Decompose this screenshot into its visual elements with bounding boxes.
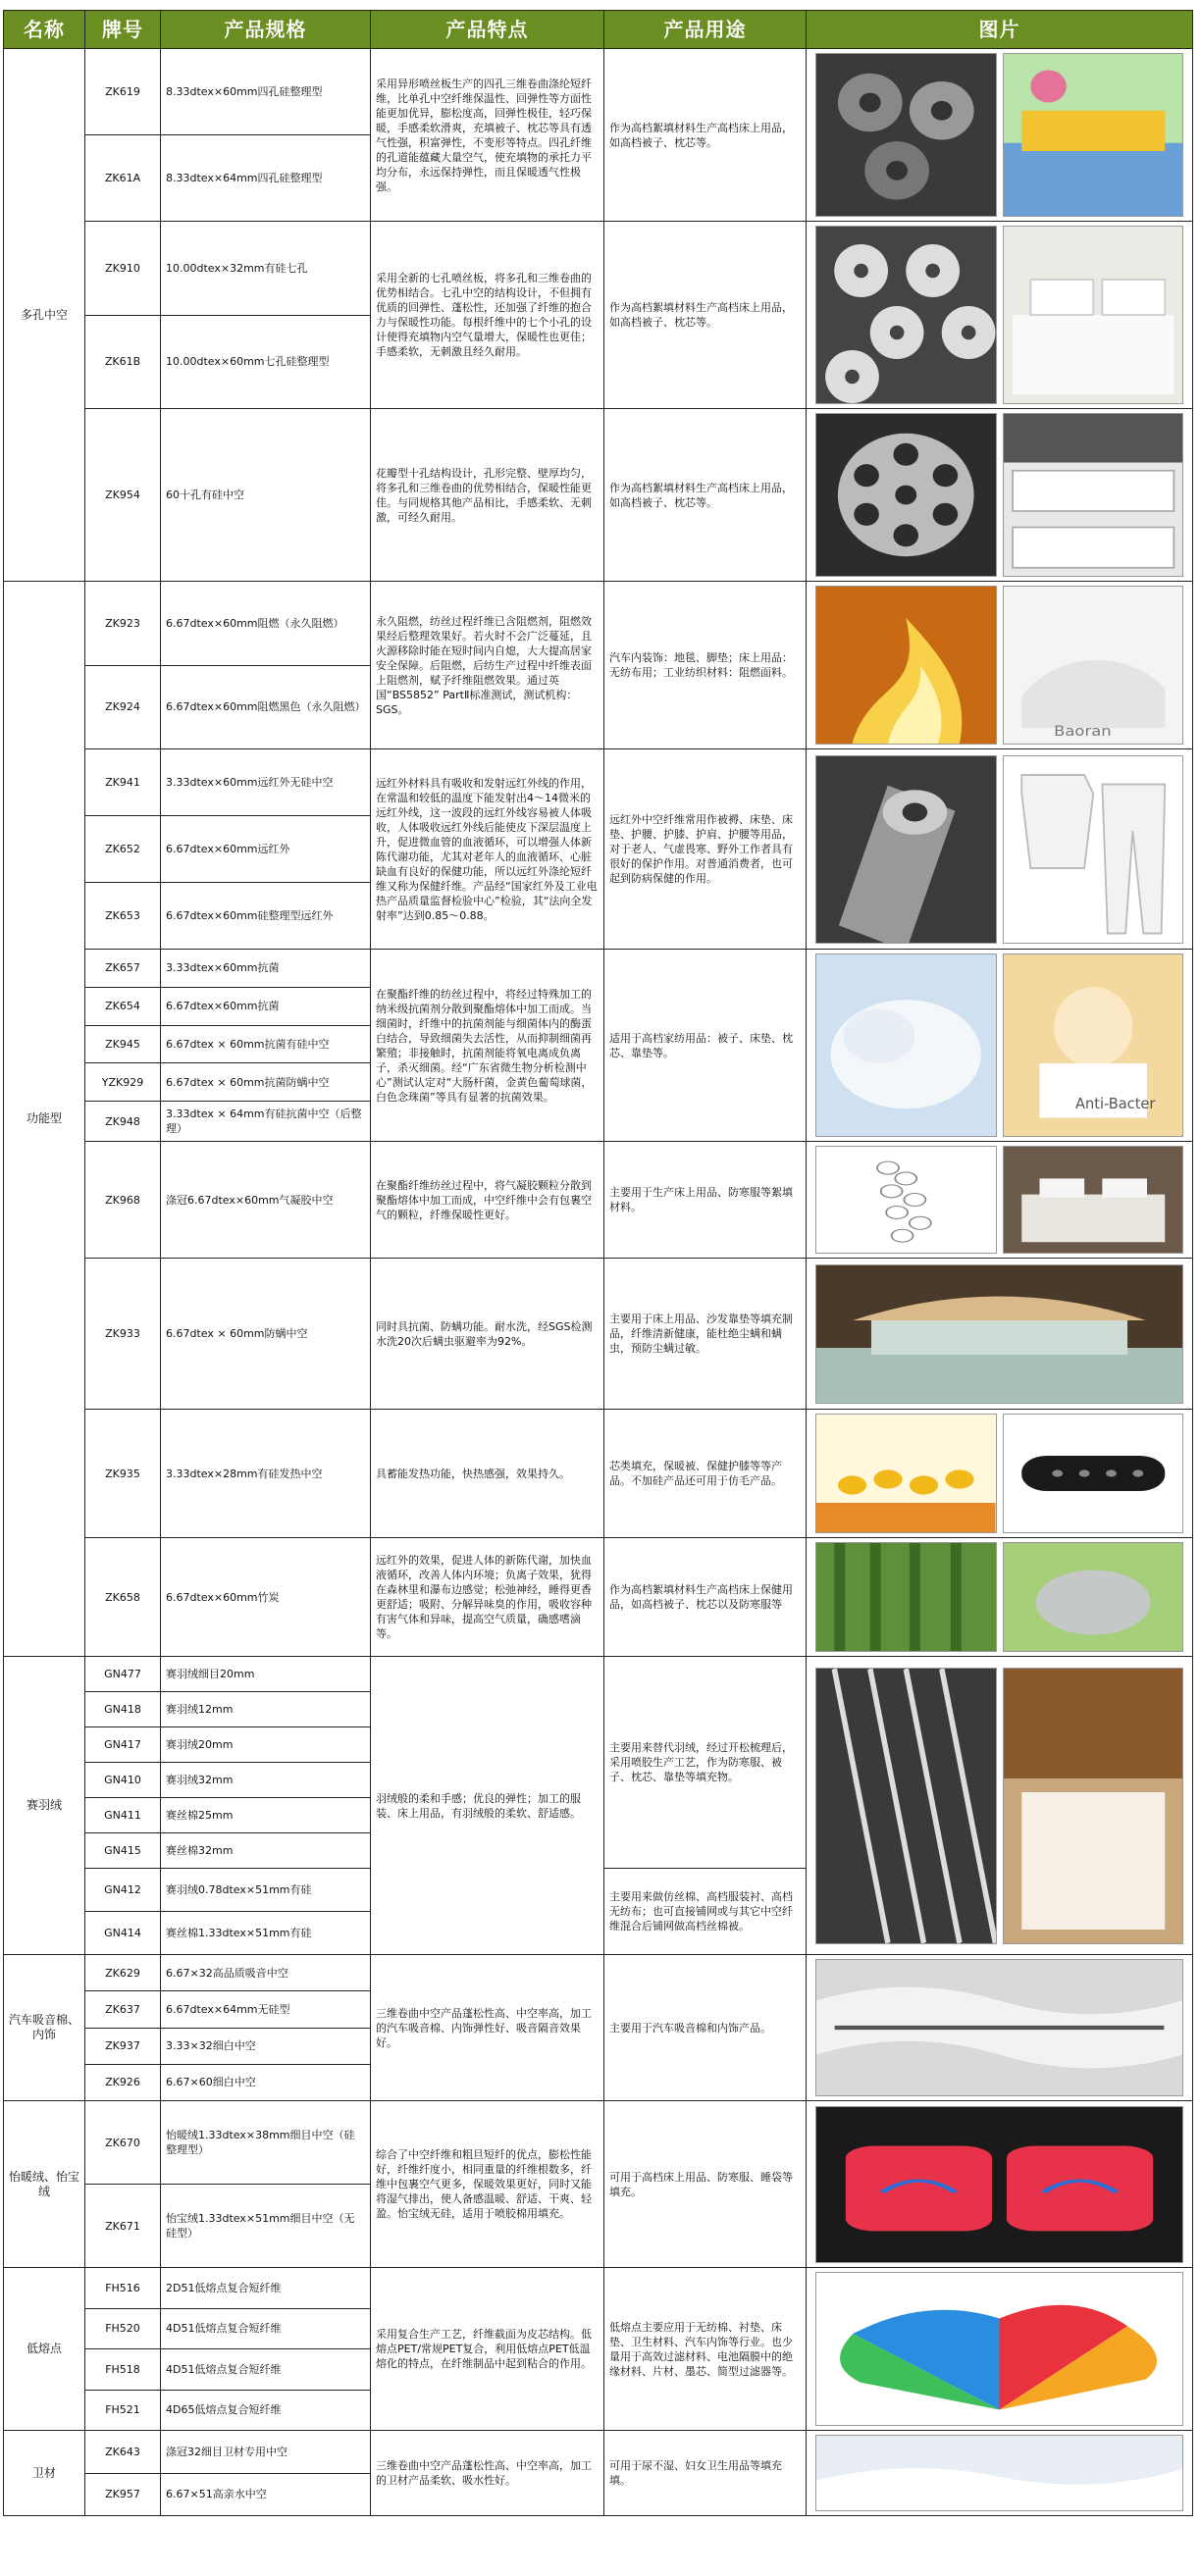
- product-code: ZK61B: [85, 315, 161, 409]
- product-images: [807, 1955, 1193, 2101]
- baoran-watermark: Baoran: [1053, 722, 1112, 740]
- header-images: 图片: [807, 11, 1193, 49]
- product-features: 采用全新的七孔喷丝板，将多孔和三维卷曲的优势相结合。七孔中空的结构设计，不但拥有优质的回弹性、蓬松性，还加强了纤维的抱合力与保暖性功能。每根纤维中的七个小孔的设计使得充填物内空气量增大，保暖性也更佳；手感柔软，无刺激且经久耐用。: [371, 222, 604, 409]
- product-spec: 4D65低熔点复合短纤维: [161, 2390, 371, 2431]
- seven-hole-fiber-image: [815, 226, 997, 404]
- fine-fiber-image: [815, 1668, 997, 1944]
- product-spec: 2D51低熔点复合短纤维: [161, 2268, 371, 2309]
- product-code: FH516: [85, 2268, 161, 2309]
- product-features: 采用复合生产工艺，纤维截面为皮芯结构。低熔点PET/常规PET复合，利用低熔点PET低温熔化的特点，在纤维制品中起到粘合的作用。: [371, 2268, 604, 2431]
- category-name: 低熔点: [4, 2268, 85, 2431]
- product-spec: 涤冠6.67dtex×60mm气凝胶中空: [161, 1142, 371, 1259]
- table-row: [4, 2101, 1193, 2185]
- bamboo-forest-image: [815, 1542, 997, 1652]
- product-uses: 适用于高档家纺用品：被子、床垫、枕芯、靠垫等。: [604, 950, 807, 1142]
- table-row: [4, 1538, 1193, 1657]
- product-images: [807, 409, 1193, 582]
- anti-bacteria-label: Anti-Bacter: [1074, 1096, 1155, 1113]
- header-features: 产品特点: [371, 11, 604, 49]
- product-images: [807, 2268, 1193, 2431]
- product-code: ZK637: [85, 1991, 161, 2028]
- product-code: ZK948: [85, 1102, 161, 1142]
- product-spec: 4D51低熔点复合短纤维: [161, 2308, 371, 2349]
- product-code: ZK910: [85, 222, 161, 316]
- category-name: 卫材: [4, 2431, 85, 2516]
- fabric-roll-image: [1003, 586, 1184, 745]
- product-spec: 3.33dtex×28mm有硅发热中空: [161, 1410, 371, 1538]
- product-spec: 6.67dtex × 60mm抗菌有硅中空: [161, 1025, 371, 1063]
- product-spec: 3.33dtex × 64mm有硅抗菌中空（后整理）: [161, 1102, 371, 1142]
- product-features: 三维卷曲中空产品蓬松性高、中空率高，加工的卫材产品柔软、吸水性好。: [371, 2431, 604, 2516]
- table-row: [4, 749, 1193, 816]
- product-uses: 可用于尿不湿、妇女卫生用品等填充填。: [604, 2431, 807, 2516]
- product-spec: 3.33dtex×60mm抗菌: [161, 950, 371, 988]
- table-row: [4, 2268, 1193, 2309]
- product-uses: 主要用来做仿丝棉、高档服装衬、高档无纺布；也可直接铺网或与其它中空纤维混合后铺网做高档丝棉被。: [604, 1869, 807, 1955]
- category-name: 赛羽绒: [4, 1657, 85, 1955]
- product-code: GN412: [85, 1869, 161, 1912]
- product-code: ZK957: [85, 2473, 161, 2516]
- product-code: ZK941: [85, 749, 161, 816]
- product-spec: 6.67×51高亲水中空: [161, 2473, 371, 2516]
- product-code: GN477: [85, 1657, 161, 1692]
- product-images: [807, 2431, 1193, 2516]
- luxury-bed-image: [815, 1264, 1183, 1404]
- product-code: ZK654: [85, 987, 161, 1025]
- product-code: GN415: [85, 1833, 161, 1869]
- heating-belt-image: [1003, 1414, 1184, 1533]
- product-spec: 6.67×32高品质吸音中空: [161, 1955, 371, 1991]
- product-images: [807, 1657, 1193, 1955]
- product-code: ZK926: [85, 2064, 161, 2100]
- table-row: [4, 49, 1193, 135]
- product-uses: 作为高档絮填材料生产高档床上用品，如高档被子、枕芯等。: [604, 222, 807, 409]
- table-row: [4, 1259, 1193, 1410]
- table-row: [4, 582, 1193, 666]
- bedding-bundle-image: [815, 953, 997, 1137]
- product-code: ZK670: [85, 2101, 161, 2185]
- product-images: [807, 222, 1193, 409]
- product-spec: 6.67dtex×60mm抗菌: [161, 987, 371, 1025]
- product-code: GN414: [85, 1912, 161, 1955]
- product-uses: 作为高档絮填材料生产高档床上用品，如高档被子、枕芯等。: [604, 49, 807, 222]
- product-code: ZK968: [85, 1142, 161, 1259]
- product-spec: 6.67dtex × 60mm防螨中空: [161, 1259, 371, 1410]
- product-features: 花瓣型十孔结构设计，孔形完整、壁厚均匀，将多孔和三维卷曲的优势相结合，保暖性能更佳。与同规格其他产品相比，手感柔软、无刺激，可经久耐用。: [371, 409, 604, 582]
- product-uses: 低熔点主要应用于无纺棉、衬垫、床垫、卫生材料、汽车内饰等行业。也少量用于高效过滤材料、电池隔膜中的绝缘材料、片材、墨芯、简型过滤器等。: [604, 2268, 807, 2431]
- product-code: GN418: [85, 1692, 161, 1727]
- hotel-bedding-image: [1003, 413, 1184, 577]
- category-name: 功能型: [4, 582, 85, 1657]
- product-spec: 6.67dtex×64mm无硅型: [161, 1991, 371, 2028]
- product-code: ZK652: [85, 816, 161, 883]
- category-name: 汽车吸音棉、内饰: [4, 1955, 85, 2101]
- product-code: ZK61A: [85, 135, 161, 222]
- table-row: [4, 1955, 1193, 1991]
- colorful-fan-image: [815, 2272, 1183, 2426]
- aerogel-structure-image: [815, 1146, 997, 1254]
- product-features: 永久阻燃，纺丝过程纤维已含阻燃剂，阻燃效果经后整理效果好。若火时不会广泛蔓延，且火源移除时能在短时间内自熄，大大提高居家安全保障。后阻燃，后纺生产过程中纤维表面上阻燃剂，赋予纤维阻燃效果。通过英国“BS5852” PartⅡ标准测试，测试机构：SGS。: [371, 582, 604, 749]
- header-uses: 产品用途: [604, 11, 807, 49]
- product-spec: 赛羽绒20mm: [161, 1727, 371, 1763]
- product-code: FH521: [85, 2390, 161, 2431]
- product-spec: 赛羽绒0.78dtex×51mm有硅: [161, 1869, 371, 1912]
- product-table: [3, 10, 1193, 2516]
- product-spec: 6.67dtex×60mm阻燃黑色（永久阻燃）: [161, 665, 371, 749]
- product-code: ZK935: [85, 1410, 161, 1538]
- category-name: 怡暖绒、怡宝绒: [4, 2101, 85, 2268]
- product-code: YZK929: [85, 1063, 161, 1102]
- product-spec: 怡暖绒1.33dtex×38mm细目中空（硅整理型）: [161, 2101, 371, 2185]
- product-spec: 6.67dtex×60mm阻燃（永久阻燃）: [161, 582, 371, 666]
- anti-bacteria-model-image: [1003, 953, 1184, 1137]
- product-spec: 6.67dtex×60mm硅整理型远红外: [161, 883, 371, 950]
- product-code: GN410: [85, 1763, 161, 1798]
- table-row: [4, 2431, 1193, 2474]
- product-features: 在聚酯纤维纺丝过程中，将气凝胶颗粒分散到聚酯熔体中加工而成，中空纤维中会有包裹空气的颗粒，纤维保暖性更好。: [371, 1142, 604, 1259]
- product-spec: 10.00dtex×32mm有硅七孔: [161, 222, 371, 316]
- product-images: [807, 1538, 1193, 1657]
- table-row: [4, 409, 1193, 582]
- product-code: GN411: [85, 1798, 161, 1833]
- product-spec: 60十孔有硅中空: [161, 409, 371, 582]
- product-spec: 6.67dtex×60mm竹炭: [161, 1538, 371, 1657]
- product-images: [807, 582, 1193, 749]
- product-code: ZK671: [85, 2185, 161, 2268]
- product-code: ZK937: [85, 2028, 161, 2064]
- product-uses: 主要用于床上用品、沙发靠垫等填充制品，纤维清新健康，能杜绝尘螨和螨虫，预防尘螨过敏。: [604, 1259, 807, 1410]
- sound-insulation-image: [815, 1959, 1183, 2096]
- product-code: FH520: [85, 2308, 161, 2349]
- product-features: 具蓄能发热功能，快热感强，效果持久。: [371, 1410, 604, 1538]
- product-images: [807, 2101, 1193, 2268]
- product-features: 在聚酯纤维的纺丝过程中，将经过特殊加工的纳米级抗菌剂分散到聚酯熔体中加工而成。当细菌时，纤维中的抗菌剂能与细菌体内的酶蛋白结合，导致细菌失去活性，从而抑制细菌再繁殖；非接触时，抗菌剂能将氧电离成负离子，杀灭细菌。经“广东省微生物分析检测中心”测试认定对“大肠杆菌，金黄色葡萄球菌，白色念珠菌”等具有显著的抗菌效果。: [371, 950, 604, 1142]
- product-uses: 主要用来替代羽绒，经过开松梳理后，采用喷胶生产工艺，作为防寒服、被子、枕芯、靠垫等填充物。: [604, 1657, 807, 1869]
- fiber-wool-image: [815, 2435, 1183, 2511]
- product-images: [807, 1410, 1193, 1538]
- product-code: ZK657: [85, 950, 161, 988]
- product-spec: 赛羽绒12mm: [161, 1692, 371, 1727]
- flame-image: [815, 586, 997, 745]
- product-spec: 6.67dtex × 60mm抗菌防螨中空: [161, 1063, 371, 1102]
- product-code: ZK619: [85, 49, 161, 135]
- product-code: ZK629: [85, 1955, 161, 1991]
- product-spec: 3.33dtex×60mm远红外无硅中空: [161, 749, 371, 816]
- product-images: [807, 1142, 1193, 1259]
- table-row: [4, 222, 1193, 316]
- product-spec: 3.33×32细白中空: [161, 2028, 371, 2064]
- table-row: [4, 1410, 1193, 1538]
- product-uses: 可用于高档床上用品、防寒服、睡袋等填充。: [604, 2101, 807, 2268]
- fiber-micrograph-image: [815, 53, 997, 217]
- product-code: ZK933: [85, 1259, 161, 1410]
- category-name: 多孔中空: [4, 49, 85, 582]
- product-code: ZK924: [85, 665, 161, 749]
- product-uses: 远红外中空纤维常用作被褥、床垫、床垫、护腰、护膝、护肩、护腰等用品，对于老人、气虚畏寒、野外工作者具有很好的保护作用。对普通消费者，也可起到防病保健的作用。: [604, 749, 807, 950]
- bedroom-duvet-image: [1003, 1146, 1184, 1254]
- product-images: [807, 49, 1193, 222]
- bed-with-duvet-image: [1003, 1668, 1184, 1944]
- product-code: ZK643: [85, 2431, 161, 2474]
- table-row: [4, 950, 1193, 988]
- product-features: 远红外材料具有吸收和发射远红外线的作用，在常温和较低的温度下能发射出4～14微米的远红外线，这一波段的远红外线容易被人体吸收，人体吸收远红外线后能使皮下深层温度上升，促进微血管的血液循环，可以增强人体新陈代谢功能，尤其对老年人的血液循环、心脏缺血有良好的保健功能，所以远红外涤纶短纤维又称为保健纤维。产品经“国家红外及工业电热产品质量监督检验中心”检验，其“法向全发射率”达到0.85～0.88。: [371, 749, 604, 950]
- product-features: 同时具抗菌、防螨功能。耐水洗，经SGS检测水洗20次后螨虫驱避率为92%。: [371, 1259, 604, 1410]
- product-features: 三维卷曲中空产品蓬松性高、中空率高，加工的汽车吸音棉、内饰弹性好、吸音隔音效果好。: [371, 1955, 604, 2101]
- product-code: ZK954: [85, 409, 161, 582]
- product-spec: 赛羽绒32mm: [161, 1763, 371, 1798]
- ten-hole-fiber-image: [815, 413, 997, 577]
- product-uses: 主要用于生产床上用品、防寒服等絮填材料。: [604, 1142, 807, 1259]
- product-code: FH518: [85, 2349, 161, 2391]
- header-code: 牌号: [85, 11, 161, 49]
- product-spec: 8.33dtex×64mm四孔硅整理型: [161, 135, 371, 222]
- product-features: 综合了中空纤维和粗旦短纤的优点，膨松性能好，纤维纤度小，相同重量的纤维根数多，纤维中包裹空气更多，保暖效果更好，同时又能将湿气排出，使人备感温暖、舒适、干爽、轻盈。怡宝绒无硅，适用于喷胶棉用填充。: [371, 2101, 604, 2268]
- product-spec: 4D51低熔点复合短纤维: [161, 2349, 371, 2391]
- product-spec: 6.67×60细白中空: [161, 2064, 371, 2100]
- product-images: [807, 749, 1193, 950]
- product-uses: 芯类填充，保暖被、保健护膝等等产品。不加硅产品还可用于仿毛产品。: [604, 1410, 807, 1538]
- product-uses: 汽车内装饰：地毯、脚垫；床上用品：无纺布用；工业纺织材料：阻燃面料。: [604, 582, 807, 749]
- bamboo-fiber-image: [1003, 1542, 1184, 1652]
- product-code: ZK658: [85, 1538, 161, 1657]
- product-spec: 涤冠32细目卫材专用中空: [161, 2431, 371, 2474]
- heating-diagram-image: [815, 1414, 997, 1533]
- product-code: ZK923: [85, 582, 161, 666]
- product-spec: 10.00dtex×60mm七孔硅整理型: [161, 315, 371, 409]
- product-features: 采用异形喷丝板生产的四孔三维卷曲涤纶短纤维，比单孔中空纤维保温性、回弹性等方面性能更加优异，膨松度高，回弹性极佳，轻巧保暖，手感柔软滑爽，充填被子、枕芯等具有透气性强，积富弹性，不变形等特点。四孔纤维的孔道能蕴藏大量空气，使充填物的承托力平均分布，永远保持弹性，而且保暖透气性极强。: [371, 49, 604, 222]
- product-spec: 怡宝绒1.33dtex×51mm细目中空（无硅型）: [161, 2185, 371, 2268]
- hollow-fiber-image: [815, 755, 997, 944]
- header-row: [4, 11, 1193, 49]
- table-row: [4, 1142, 1193, 1259]
- product-spec: 赛羽绒细目20mm: [161, 1657, 371, 1692]
- product-uses: 主要用于汽车吸音棉和内饰产品。: [604, 1955, 807, 2101]
- red-pillows-image: [815, 2106, 1183, 2263]
- product-features: 远红外的效果，促进人体的新陈代谢，加快血液循环，改善人体内环境；负离子效果，犹得在森林里和瀑布边感觉；松弛神经，睡得更香更舒适；吸附、分解异味臭的作用，吸收容种有害气体和异味，提高空气质量，确感嗜滴等。: [371, 1538, 604, 1657]
- product-features: 羽绒般的柔和手感；优良的弹性；加工的服装、床上用品，有羽绒般的柔软、舒适感。: [371, 1657, 604, 1955]
- product-spec: 赛丝棉25mm: [161, 1798, 371, 1833]
- product-spec: 6.67dtex×60mm远红外: [161, 816, 371, 883]
- table-row: [4, 1657, 1193, 1692]
- product-uses: 作为高档絮填材料生产高档床上用品，如高档被子、枕芯等。: [604, 409, 807, 582]
- white-bedding-image: [1003, 226, 1184, 404]
- bedroom-photo-image: [1003, 53, 1184, 217]
- header-name: 名称: [4, 11, 85, 49]
- product-images: [807, 1259, 1193, 1410]
- product-code: GN417: [85, 1727, 161, 1763]
- product-spec: 赛丝棉32mm: [161, 1833, 371, 1869]
- product-code: ZK945: [85, 1025, 161, 1063]
- product-uses: 作为高档絮填材料生产高档床上保健用品，如高档被子、枕芯以及防寒服等: [604, 1538, 807, 1657]
- product-spec: 8.33dtex×60mm四孔硅整理型: [161, 49, 371, 135]
- product-images: [807, 950, 1193, 1142]
- thermal-underwear-image: [1003, 755, 1184, 944]
- product-spec: 赛丝棉1.33dtex×51mm有硅: [161, 1912, 371, 1955]
- header-spec: 产品规格: [161, 11, 371, 49]
- product-code: ZK653: [85, 883, 161, 950]
